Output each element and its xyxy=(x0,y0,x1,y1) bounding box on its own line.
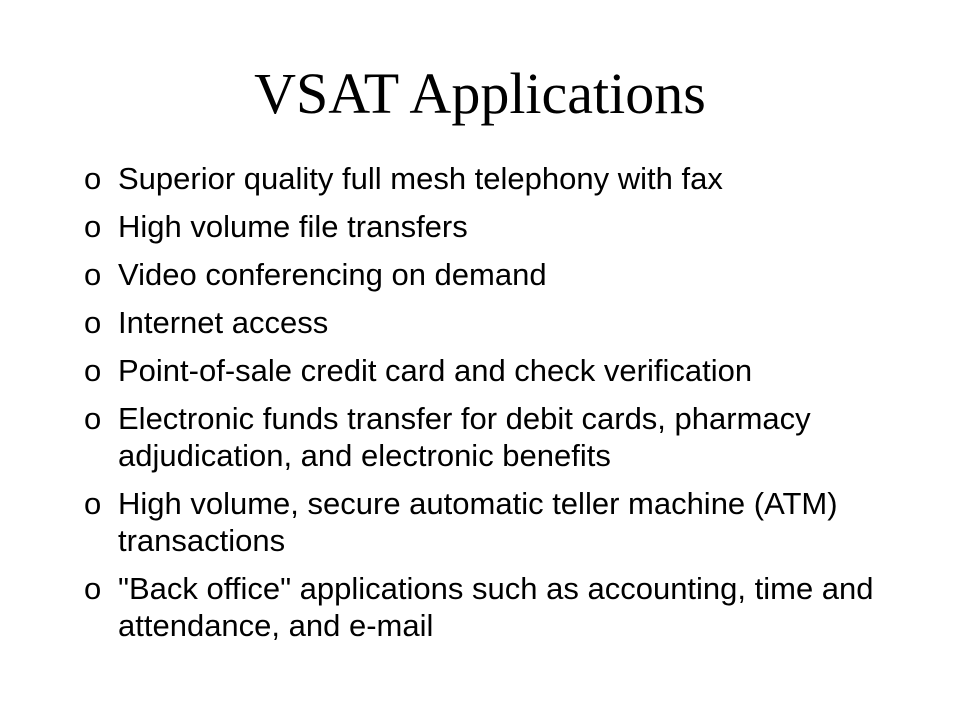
bullet-text: Internet access xyxy=(118,305,329,340)
bullet-text: Superior quality full mesh telephony with fax xyxy=(118,161,723,196)
bullet-text: "Back office" applications such as accounting, time and attendance, and e-mail xyxy=(118,571,874,643)
bullet-text: Electronic funds transfer for debit cards, pharmacy adjudication, and electronic benefits xyxy=(118,401,811,473)
bullet-text: Video conferencing on demand xyxy=(118,257,547,292)
bullet-marker-icon: o xyxy=(84,257,102,292)
bullet-marker-icon: o xyxy=(84,353,102,388)
list-item xyxy=(84,304,904,341)
bullet-text: High volume, secure automatic teller machine (ATM) transactions xyxy=(118,486,838,558)
list-item xyxy=(84,208,904,245)
bullet-list xyxy=(84,160,904,655)
list-item xyxy=(84,570,904,644)
bullet-text: High volume file transfers xyxy=(118,209,468,244)
list-item xyxy=(84,352,904,389)
bullet-text: Point-of-sale credit card and check verification xyxy=(118,353,753,388)
bullet-marker-icon: o xyxy=(84,571,102,606)
bullet-marker-icon: o xyxy=(84,305,102,340)
bullet-marker-icon: o xyxy=(84,161,102,196)
slide-title: VSAT Applications xyxy=(254,61,706,126)
bullet-marker-icon: o xyxy=(84,209,102,244)
list-item xyxy=(84,400,904,474)
bullet-marker-icon: o xyxy=(84,486,102,521)
bullet-marker-icon: o xyxy=(84,401,102,436)
list-item xyxy=(84,485,904,559)
list-item xyxy=(84,160,904,197)
list-item xyxy=(84,256,904,293)
